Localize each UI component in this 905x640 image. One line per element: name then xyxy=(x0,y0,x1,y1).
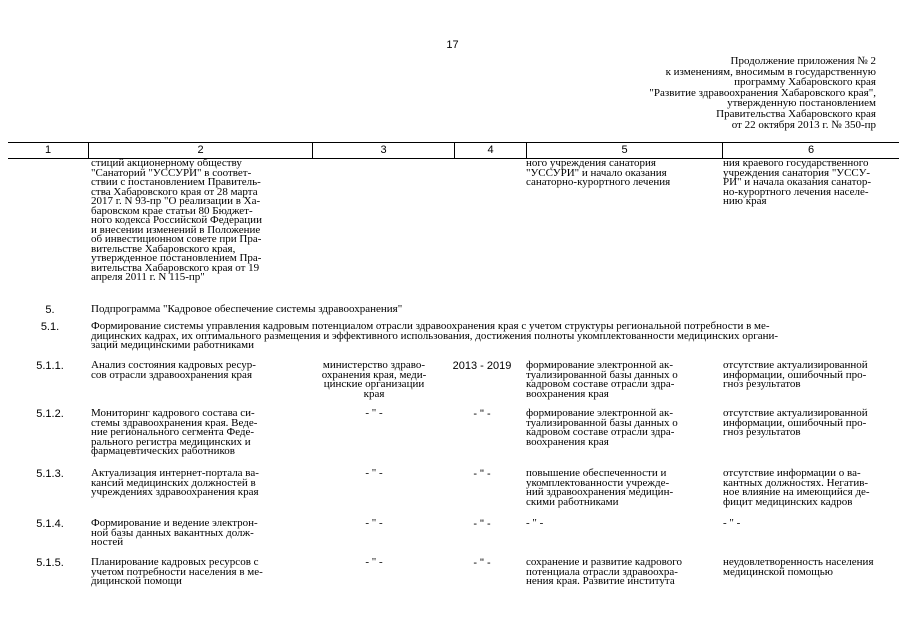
event-result-line: кадровом составе отрасли здра- xyxy=(526,378,675,390)
event-name-line: учетом потребности населения в ме- xyxy=(91,565,263,578)
event-result-line: потенциала отрасли здравоохра- xyxy=(526,565,678,578)
page-number: 17 xyxy=(446,39,459,51)
continuation-task-text-line: баровском крае статьи 80 Бюджет- xyxy=(91,204,253,217)
event-period: 2013 - 2019 xyxy=(452,360,512,372)
event-executor-line: края xyxy=(363,387,385,400)
event-consequence-line: отсутствие информации о ва- xyxy=(723,467,861,479)
event-consequence-line: - " - xyxy=(723,517,741,529)
continuation-task-text-line: стиций акционерному обществу xyxy=(91,157,242,169)
event-name xyxy=(91,469,301,498)
event-consequence-line: фицит медицинских кадров xyxy=(723,495,853,508)
event-consequence xyxy=(723,469,901,507)
event-period: - " - xyxy=(473,468,491,480)
event-result-line: воохранения края xyxy=(526,387,609,400)
event-consequence xyxy=(723,558,901,577)
continuation-consequence-text-line: РИ" и начала оказания санатор- xyxy=(723,176,871,188)
event-executor-line: - " - xyxy=(365,517,383,529)
continuation-consequence-text-line: нию края xyxy=(723,195,767,207)
subprogram-number: 5. xyxy=(45,304,55,316)
event-executor xyxy=(306,409,442,419)
event-consequence xyxy=(723,519,901,529)
event-result-line: сохранение и развитие кадрового xyxy=(526,556,682,568)
appendix-header xyxy=(546,56,876,130)
continuation-consequence-text-line: но-курортного лечения населе- xyxy=(723,185,869,198)
event-result xyxy=(526,469,712,507)
event-name-line: Формирование и ведение электрон- xyxy=(91,517,258,529)
column-number-6: 6 xyxy=(722,143,899,158)
continuation-consequence-text-line: учреждения санатория "УССУ- xyxy=(723,166,871,179)
event-consequence-line: гноз результатов xyxy=(723,378,801,390)
continuation-task-text-line: ного кодекса Российской Федерации xyxy=(91,214,262,226)
event-name-line: дицинской помощи xyxy=(91,575,182,587)
continuation-task-text-line: об инвестиционном совете при Пра- xyxy=(91,233,262,245)
event-result-line: скими работниками xyxy=(526,495,619,508)
column-number-1: 1 xyxy=(44,144,52,156)
header-line: от 22 октября 2013 г. № 350-пр xyxy=(731,118,876,131)
header-line: к изменениям, вносимым в государственную xyxy=(665,65,876,78)
event-consequence-line: неудовлетворенность населения xyxy=(723,556,874,568)
event-name-line: учреждениях здравоохранения края xyxy=(91,486,259,498)
continuation-task-text-line: вительстве Хабаровского края, xyxy=(91,242,236,255)
event-consequence-line: гноз результатов xyxy=(723,426,801,438)
event-result-line: укомплектованности учрежде- xyxy=(526,476,670,489)
column-number-2: 2 xyxy=(88,143,312,158)
event-result-line: воохранения края xyxy=(526,435,609,448)
header-line: программу Хабаровского края xyxy=(734,76,876,89)
continuation-consequence-text xyxy=(723,159,901,207)
continuation-result-text-line: санаторно-курортного лечения xyxy=(526,176,671,188)
continuation-result-text-line: "УССУРИ" и начало оказания xyxy=(526,166,667,179)
event-name xyxy=(91,558,301,587)
event-name-line: Анализ состояния кадровых ресур- xyxy=(91,359,256,371)
event-result-line: ний здравоохранения медицин- xyxy=(526,486,674,498)
event-executor-line: - " - xyxy=(365,556,383,568)
row-number: 5.1.5. xyxy=(36,557,64,569)
task-description xyxy=(91,322,899,351)
event-name xyxy=(91,519,301,548)
event-result-line: формирование электронной ак- xyxy=(526,407,673,419)
event-name-line: ной базы данных вакантных долж- xyxy=(91,526,254,539)
event-result xyxy=(526,361,712,399)
event-consequence xyxy=(723,409,901,438)
event-executor-line: охранения края, меди- xyxy=(321,368,427,381)
task-description-line: Формирование системы управления кадровым потенциалом отрасли здравоохранения края с учетом структуры региональной потребности в ме- xyxy=(91,320,770,332)
event-name-line: Планирование кадровых ресурсов с xyxy=(91,556,259,568)
subprogram-title: Подпрограмма "Кадровое обеспечение системы здравоохранения" xyxy=(91,303,403,315)
event-consequence-line: медицинской помощью xyxy=(723,565,833,578)
continuation-task-text-line: и внесении изменений в Положение xyxy=(91,223,261,236)
event-result-line: туализированной базы данных о xyxy=(526,416,678,429)
event-name xyxy=(91,361,301,380)
event-executor-line: цинские организации xyxy=(323,378,425,390)
event-result xyxy=(526,558,712,587)
continuation-task-text-line: вительства Хабаровского края от 19 xyxy=(91,261,260,274)
event-result-line: нения края. Развитие института xyxy=(526,575,675,587)
event-period: - " - xyxy=(473,518,491,530)
event-consequence-line: ное влияние на имеющийся де- xyxy=(723,486,870,498)
event-result-line: - " - xyxy=(526,517,544,529)
task-number: 5.1. xyxy=(40,321,60,333)
row-number: 5.1.4. xyxy=(36,518,64,530)
row-number: 5.1.3. xyxy=(36,468,64,480)
event-result-line: кадровом составе отрасли здра- xyxy=(526,426,675,438)
event-executor xyxy=(306,469,442,479)
continuation-consequence-text-line: ния краевого государственного xyxy=(723,157,869,169)
event-consequence-line: информации, ошибочный про- xyxy=(723,368,867,381)
event-name-line: сов отрасли здравоохранения края xyxy=(91,368,253,381)
event-name-line: стемы здравоохранения края. Веде- xyxy=(91,416,258,429)
task-description-line: заций медицинскими работниками xyxy=(91,339,255,351)
continuation-task-text-line: ства Хабаровского края от 28 марта xyxy=(91,185,258,198)
event-name-line: ние регионального сегмента Феде- xyxy=(91,426,255,438)
column-number-4: 4 xyxy=(454,143,526,158)
continuation-result-text-line: ного учреждения санатория xyxy=(526,157,656,169)
event-name xyxy=(91,409,301,457)
row-number: 5.1.1. xyxy=(36,360,64,372)
header-line: Правительства Хабаровского края xyxy=(716,107,876,120)
event-result-line: формирование электронной ак- xyxy=(526,359,673,371)
event-executor-line: - " - xyxy=(365,407,383,419)
event-period: - " - xyxy=(473,557,491,569)
column-number-5: 5 xyxy=(526,143,722,158)
event-executor xyxy=(306,558,442,568)
event-result xyxy=(526,409,712,447)
continuation-task-text-line: ствии с постановлением Правитель- xyxy=(91,176,261,188)
continuation-task-text xyxy=(91,159,301,283)
event-name-line: фармацевтических работников xyxy=(91,445,235,457)
event-name-line: рального регистра медицинских и xyxy=(91,435,251,448)
column-number-3: 3 xyxy=(312,143,454,158)
event-result-line: повышение обеспеченности и xyxy=(526,467,667,479)
event-executor-line: - " - xyxy=(365,467,383,479)
continuation-task-text-line: утвержденное постановлением Пра- xyxy=(91,252,262,264)
continuation-task-text-line: "Санаторий "УССУРИ" в соответ- xyxy=(91,166,252,179)
header-line: "Развитие здравоохранения Хабаровского края", xyxy=(649,86,876,99)
event-result xyxy=(526,519,712,529)
continuation-task-text-line: апреля 2011 г. N 115-пр" xyxy=(91,271,205,283)
header-line: утвержденную постановлением xyxy=(727,97,876,110)
event-consequence-line: информации, ошибочный про- xyxy=(723,416,867,429)
task-description-line: дицинских кадрах, их оптимального размещения и эффективного использования, достижения полноты укомплектованности медицинских органи- xyxy=(91,329,779,342)
event-consequence-line: кантных должностях. Негатив- xyxy=(723,476,869,489)
event-consequence xyxy=(723,361,901,390)
event-name-line: Мониторинг кадрового состава си- xyxy=(91,407,255,419)
event-result-line: туализированной базы данных о xyxy=(526,368,678,381)
continuation-result-text xyxy=(526,159,712,188)
event-name-line: кансий медицинских должностей в xyxy=(91,476,256,489)
continuation-task-text-line: 2017 г. N 93-пр "О реализации в Ха- xyxy=(91,195,261,207)
header-line: Продолжение приложения № 2 xyxy=(730,55,876,67)
event-consequence-line: отсутствие актуализированной xyxy=(723,407,868,419)
event-name-line: Актуализация интернет-портала ва- xyxy=(91,467,259,479)
event-executor xyxy=(306,519,442,529)
event-name-line: ностей xyxy=(91,536,124,548)
event-executor-line: министерство здраво- xyxy=(322,359,426,371)
row-number: 5.1.2. xyxy=(36,408,64,420)
event-consequence-line: отсутствие актуализированной xyxy=(723,359,868,371)
event-executor xyxy=(306,361,442,399)
event-period: - " - xyxy=(473,408,491,420)
